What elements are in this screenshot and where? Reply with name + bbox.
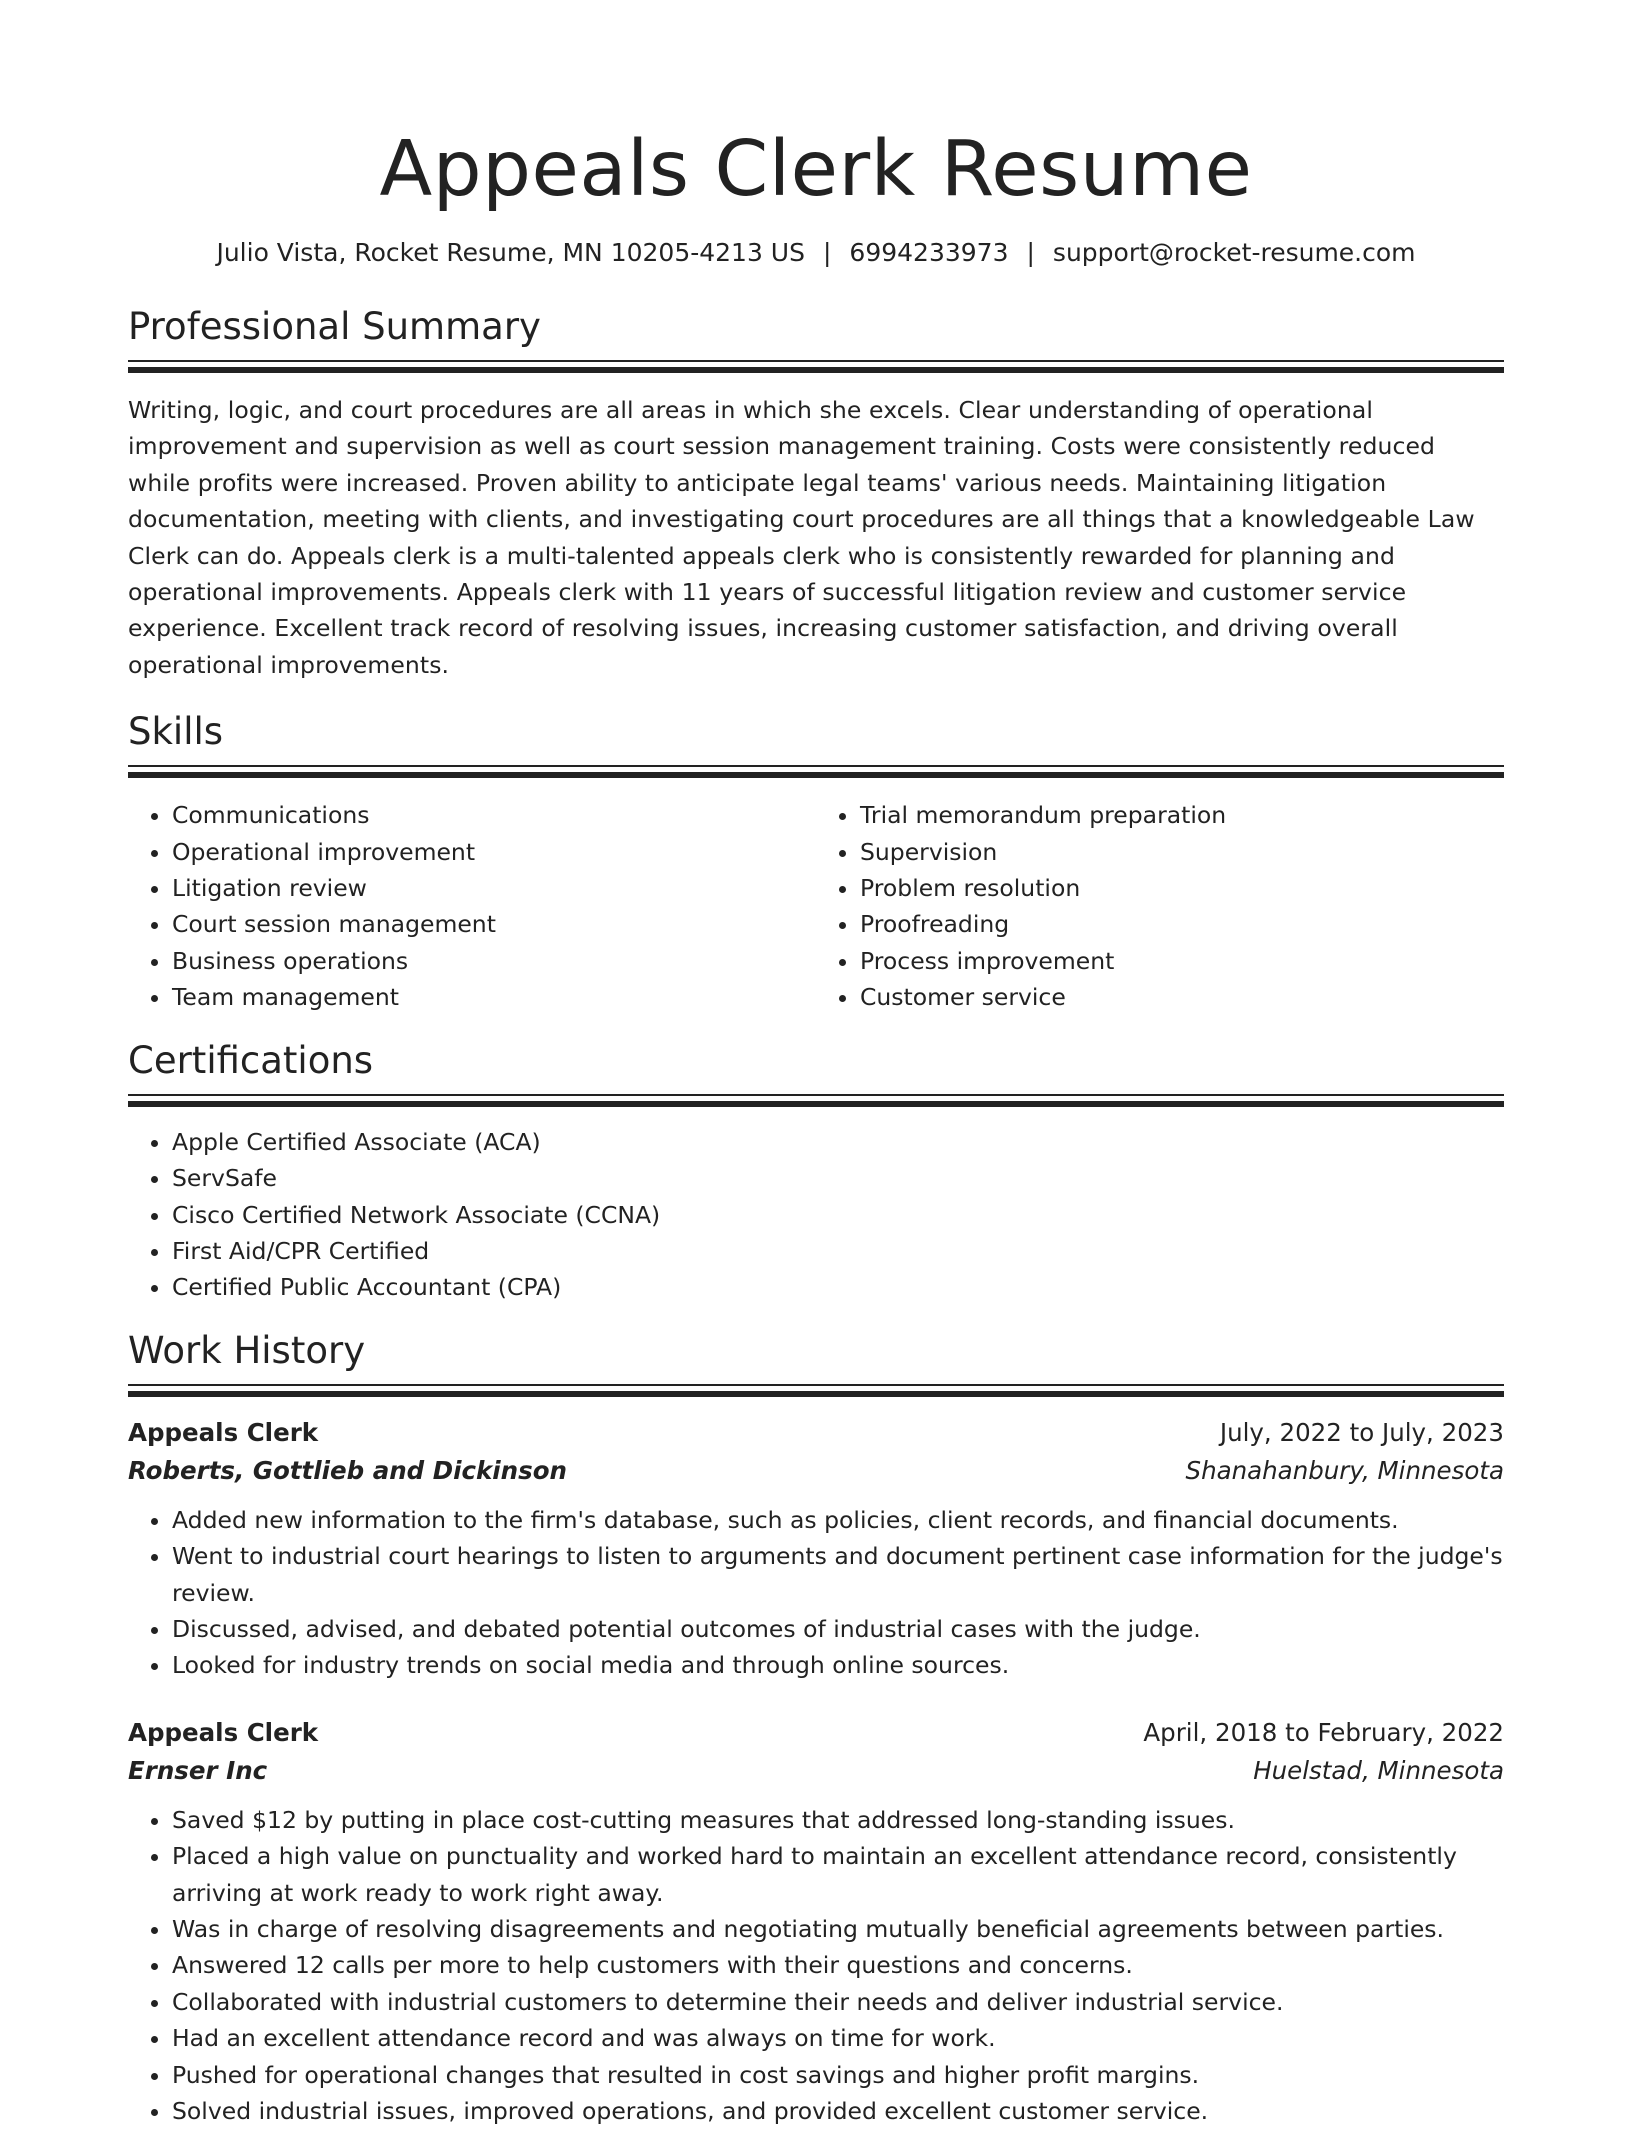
section-divider xyxy=(128,765,1504,781)
work-history-heading: Work History xyxy=(128,1328,366,1372)
skill-item: • Communications xyxy=(172,797,816,833)
job-entry xyxy=(128,1414,1504,1684)
certification-item: • ServSafe xyxy=(172,1160,1504,1196)
summary-heading: Professional Summary xyxy=(128,305,541,348)
skill-item: • Process improvement xyxy=(860,943,1504,979)
summary-section xyxy=(128,304,1504,683)
job-subheader xyxy=(128,1752,1504,1790)
job-header xyxy=(128,1714,1504,1752)
skills-columns xyxy=(128,797,1504,1015)
job-bullet: • Saved $12 by putting in place cost-cutting measures that addressed long-standing issues. xyxy=(172,1802,1504,1838)
certifications-section xyxy=(128,1038,1504,1306)
contact-email: support@rocket-resume.com xyxy=(1052,238,1416,267)
skill-item: • Problem resolution xyxy=(860,870,1504,906)
summary-text: Writing, logic, and court procedures are all areas in which she excels. Clear understanding of operational improvement and supervision as well as court session management training. Costs were consistently reduced while profits were increased. Proven ability to anticipate legal teams' various needs. Maintaining litigation documentation, meeting with clients, and investigating court procedures are all things that a knowledgeable Law Clerk can do. Appeals clerk is a multi-talented appeals clerk who is consistently rewarded for planning and operational improvements. Appeals clerk with 11 years of successful litigation review and customer service experience. Excellent track record of resolving issues, increasing customer satisfaction, and driving overall operational improvements. xyxy=(128,396,1475,679)
contact-address: Julio Vista, Rocket Resume, MN 10205-4213 US xyxy=(216,238,805,267)
job-bullet: • Went to industrial court hearings to listen to arguments and document pertinent case information for the judge's review. xyxy=(172,1538,1504,1611)
job-dates: April, 2018 to February, 2022 xyxy=(1143,1717,1504,1747)
job-bullets xyxy=(128,1802,1504,2129)
resume-title: Appeals Clerk Resume xyxy=(379,125,1253,214)
job-bullet: • Had an excellent attendance record and was always on time for work. xyxy=(172,2020,1504,2056)
skills-list-right xyxy=(816,797,1504,1015)
skill-item: • Supervision xyxy=(860,834,1504,870)
skill-item: • Litigation review xyxy=(172,870,816,906)
skill-item: • Customer service xyxy=(860,979,1504,1015)
job-subheader xyxy=(128,1452,1504,1490)
skill-item: • Court session management xyxy=(172,906,816,942)
skill-item: • Operational improvement xyxy=(172,834,816,870)
job-bullet: • Placed a high value on punctuality and worked hard to maintain an excellent attendance record, consistently arriving at work ready to work right away. xyxy=(172,1838,1504,1911)
skills-list-left xyxy=(128,797,816,1015)
job-entry xyxy=(128,1714,1504,2129)
job-bullet: • Added new information to the firm's database, such as policies, client records, and financial documents. xyxy=(172,1502,1504,1538)
certifications-list xyxy=(128,1124,1504,1306)
contact-phone: 6994233973 xyxy=(849,238,1009,267)
skills-section xyxy=(128,709,1504,1015)
skill-item: • Business operations xyxy=(172,943,816,979)
job-bullet: • Pushed for operational changes that resulted in cost savings and higher profit margins. xyxy=(172,2057,1504,2093)
job-bullet: • Collaborated with industrial customers to determine their needs and deliver industrial service. xyxy=(172,1984,1504,2020)
certification-item: • First Aid/CPR Certified xyxy=(172,1233,1504,1269)
section-divider xyxy=(128,360,1504,376)
job-dates: July, 2022 to July, 2023 xyxy=(1219,1417,1504,1447)
job-title: Appeals Clerk xyxy=(128,1417,319,1447)
section-divider xyxy=(128,1094,1504,1110)
contact-line xyxy=(128,236,1504,270)
certifications-heading: Certifications xyxy=(128,1038,374,1082)
job-company: Ernser Inc xyxy=(128,1755,268,1785)
job-bullet: • Looked for industry trends on social media and through online sources. xyxy=(172,1647,1504,1683)
certification-item: • Apple Certified Associate (ACA) xyxy=(172,1124,1504,1160)
certification-item: • Cisco Certified Network Associate (CCNA) xyxy=(172,1197,1504,1233)
resume-page xyxy=(128,0,1504,2129)
skill-item: • Team management xyxy=(172,979,816,1015)
skill-item: • Trial memorandum preparation xyxy=(860,797,1504,833)
contact-separator: | xyxy=(822,238,832,267)
job-header xyxy=(128,1414,1504,1452)
skill-item: • Proofreading xyxy=(860,906,1504,942)
job-bullet: • Discussed, advised, and debated potential outcomes of industrial cases with the judge. xyxy=(172,1611,1504,1647)
job-bullet: • Solved industrial issues, improved operations, and provided excellent customer service. xyxy=(172,2093,1504,2129)
job-bullet: • Answered 12 calls per more to help customers with their questions and concerns. xyxy=(172,1947,1504,1983)
job-company: Roberts, Gottlieb and Dickinson xyxy=(128,1455,567,1485)
contact-separator: | xyxy=(1026,238,1035,267)
job-bullets xyxy=(128,1502,1504,1684)
job-location: Shanahanbury, Minnesota xyxy=(1185,1455,1504,1485)
job-bullet: • Was in charge of resolving disagreements and negotiating mutually beneficial agreements between parties. xyxy=(172,1911,1504,1947)
section-divider xyxy=(128,1384,1504,1400)
certification-item: • Certified Public Accountant (CPA) xyxy=(172,1269,1504,1305)
job-title: Appeals Clerk xyxy=(128,1717,319,1747)
work-history-section xyxy=(128,1328,1504,2129)
job-location: Huelstad, Minnesota xyxy=(1253,1755,1504,1785)
skills-heading: Skills xyxy=(128,710,224,754)
